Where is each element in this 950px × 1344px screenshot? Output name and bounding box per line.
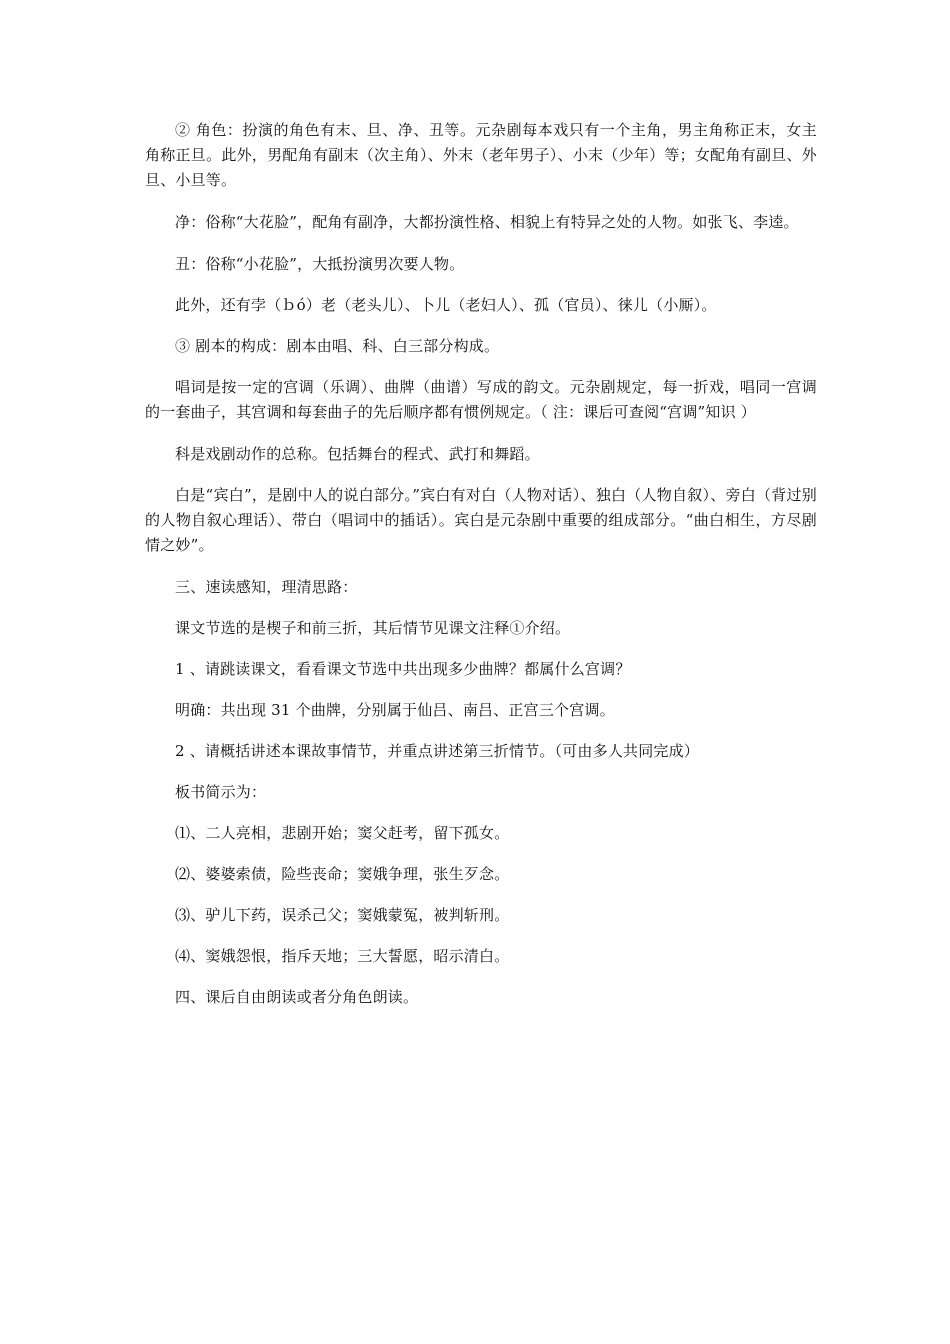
paragraph-chou: 丑：俗称“小花脸”，大抵扮演男次要人物。 [175,255,465,273]
paragraph-bai: 白是“宾白”，是剧中人的说白部分。”宾白有对白（人物对话）、独白（人物自叙）、旁白（背过别的人物自叙心理话）、带白（唱词中的插话）。宾白是元杂剧中重要的组成部分。“曲白相生，方尽剧情之妙”。 [145,486,817,554]
paragraph-excerpt-note: 课文节选的是楔子和前三折，其后情节见课文注释①介绍。 [175,619,571,637]
document-page [145,118,817,1026]
paragraph-jing: 净：俗称“大花脸”，配角有副净，大都扮演性格、相貌上有特异之处的人物。如张飞、李逵。 [175,213,799,231]
question-1: 1 、请跳读课文，看看课文节选中共出现多少曲牌？都属什么宫调？ [175,660,631,678]
board-heading: 板书简示为： [175,783,267,801]
paragraph-script-structure: ③ 剧本的构成：剧本由唱、科、白三部分构成。 [175,337,500,355]
section-heading-4: 四、课后自由朗读或者分角色朗读。 [175,988,419,1006]
paragraph-other-roles: 此外，还有孛（ｂó）老（老头儿）、卜儿（老妇人）、孤（官员）、徕儿（小厮）。 [175,296,717,314]
board-item-1: ⑴、二人亮相，悲剧开始；窦父赶考，留下孤女。 [175,824,510,842]
paragraph-ke: 科是戏剧动作的总称。包括舞台的程式、武打和舞蹈。 [175,445,540,463]
section-heading-3: 三、速读感知，理清思路： [175,578,358,596]
paragraph-lyrics: 唱词是按一定的宫调（乐调）、曲牌（曲谱）写成的韵文。元杂剧规定，每一折戏，唱同一宫调的一套曲子，其宫调和每套曲子的先后顺序都有惯例规定。（ 注：课后可查阅“宫调”知识 ） [145,378,817,421]
board-item-2: ⑵、婆婆索债，险些丧命；窦娥争理，张生歹念。 [175,865,510,883]
answer-1: 明确：共出现 31 个曲牌，分别属于仙吕、南吕、正宫三个宫调。 [175,701,615,719]
board-item-3: ⑶、驴儿下药，误杀己父；窦娥蒙冤，被判斩刑。 [175,906,510,924]
paragraph-roles: ② 角色：扮演的角色有末、旦、净、丑等。元杂剧每本戏只有一个主角，男主角称正末，女主角称正旦。此外，男配角有副末（次主角）、外末（老年男子）、小末（少年）等；女配角有副旦、外旦、小旦等。 [145,121,817,189]
board-item-4: ⑷、窦娥怨恨，指斥天地；三大誓愿，昭示清白。 [175,947,510,965]
question-2: 2 、请概括讲述本课故事情节，并重点讲述第三折情节。（可由多人共同完成） [175,742,700,760]
